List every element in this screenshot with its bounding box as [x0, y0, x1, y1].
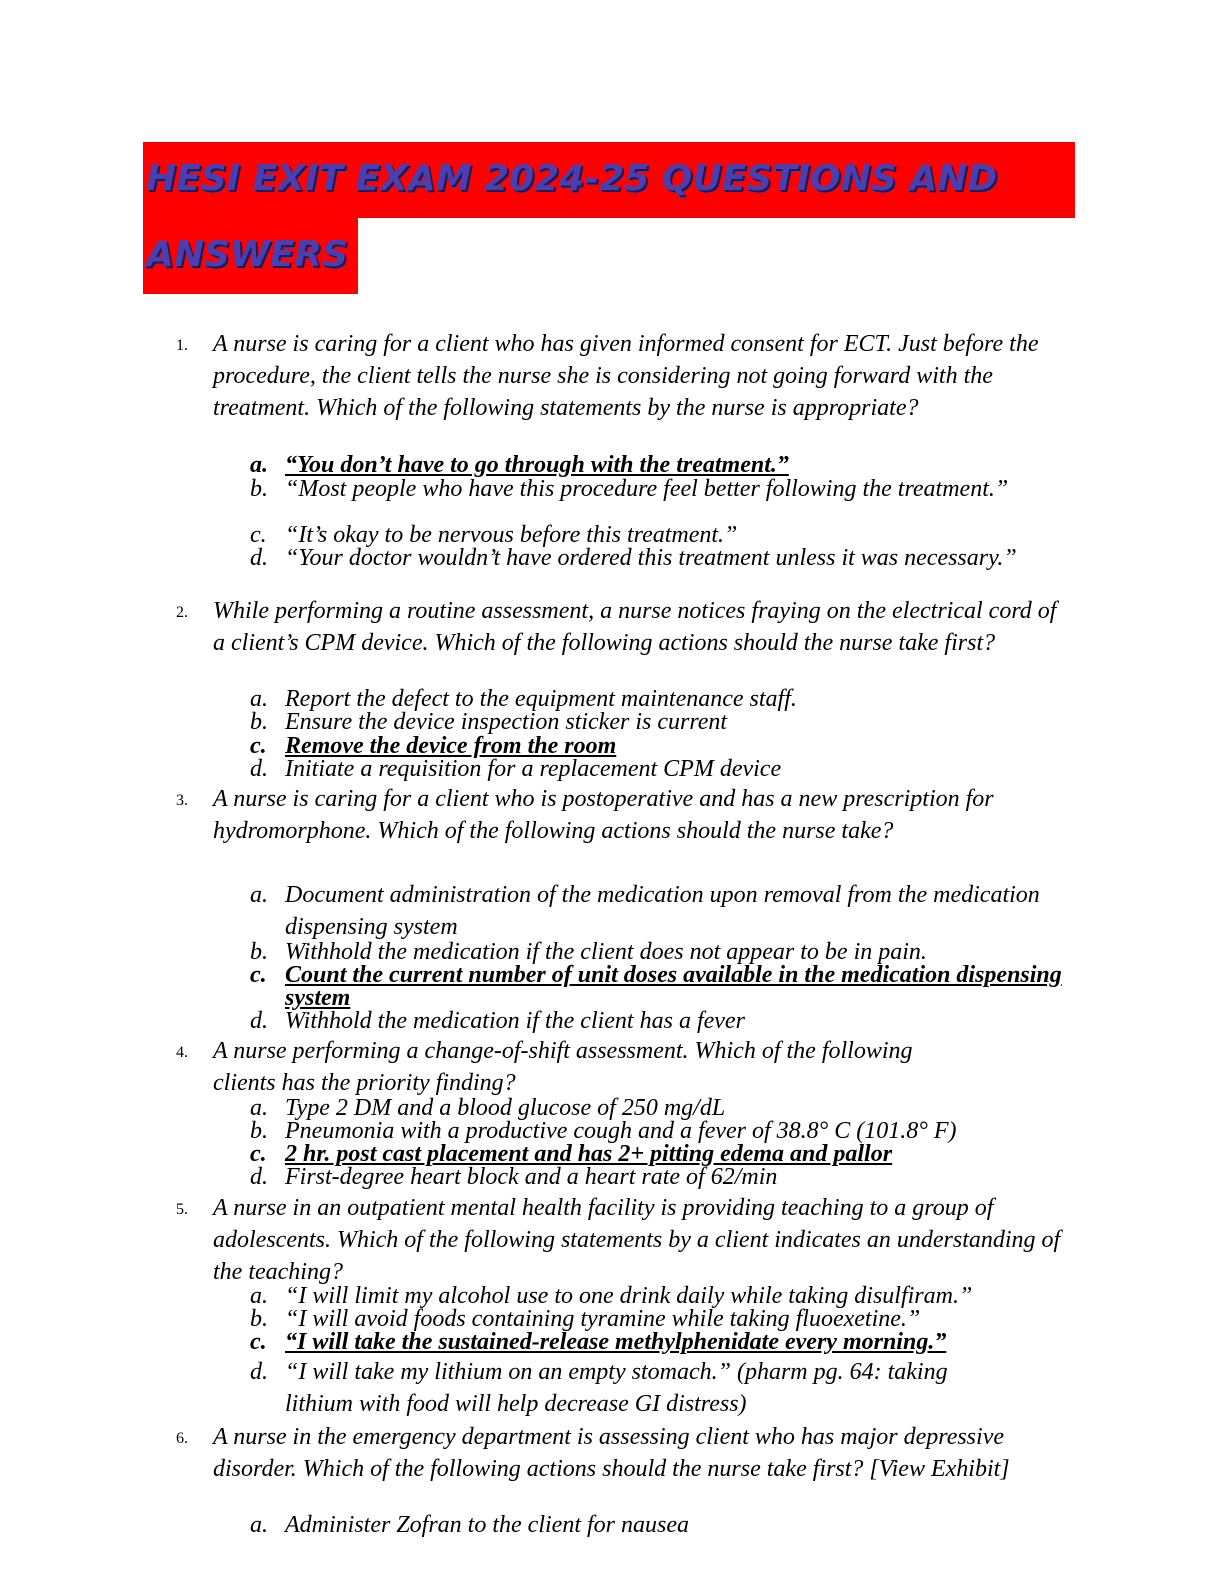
question-text: A nurse in an outpatient mental health facility is providing teaching to a group of adolescents. Which of the following statements by a client indicates an understanding of the teaching?: [213, 1195, 1061, 1285]
option-text: Type 2 DM and a blood glucose of 250 mg/dL: [285, 1095, 726, 1121]
option-letter: d.: [250, 545, 268, 571]
question-number: 5.: [176, 1201, 188, 1218]
question-text: A nurse is caring for a client who is postoperative and has a new prescription for hydromorphone. Which of the following actions should the nurse take?: [213, 786, 994, 844]
option-letter: b.: [250, 709, 268, 735]
option-letter: a.: [250, 1095, 268, 1121]
option-letter: b.: [250, 1118, 268, 1144]
question-number: 1.: [176, 337, 188, 354]
option-text: “Your doctor wouldn’t have ordered this treatment unless it was necessary.”: [285, 545, 1017, 571]
question-number: 3.: [176, 792, 188, 809]
option-letter: d.: [250, 756, 268, 782]
option-text: Pneumonia with a productive cough and a fever of 38.8° C (101.8° F): [285, 1118, 957, 1144]
option-letter: a.: [250, 882, 268, 908]
question-text: A nurse performing a change-of-shift assessment. Which of the following clients has the priority finding?: [213, 1038, 913, 1096]
option-text-correct: “You don’t have to go through with the treatment.”: [285, 452, 789, 478]
option-text: Document administration of the medication upon removal from the medication dispensing system: [285, 882, 1040, 940]
option-text-correct: Count the current number of unit doses available in the medication dispensing system: [285, 962, 1062, 1011]
option-letter: a.: [250, 686, 268, 712]
option-text: First-degree heart block and a heart rate of 62/min: [285, 1164, 778, 1190]
option-text: “I will take my lithium on an empty stomach.” (pharm pg. 64: taking lithium with food will help decrease GI distress): [285, 1359, 948, 1417]
option-letter: c.: [250, 522, 267, 548]
option-text: Report the defect to the equipment maintenance staff.: [285, 686, 797, 712]
option-letter: c.: [250, 1141, 267, 1167]
option-letter: d.: [250, 1164, 268, 1190]
question-number: 4.: [176, 1044, 188, 1061]
option-letter: b.: [250, 939, 268, 965]
option-letter: c.: [250, 1329, 267, 1355]
question-number: 2.: [176, 604, 188, 621]
option-letter: a.: [250, 1283, 268, 1309]
option-letter: c.: [250, 733, 267, 759]
option-text: Withhold the medication if the client does not appear to be in pain.: [285, 939, 927, 965]
option-text: “It’s okay to be nervous before this treatment.”: [285, 522, 738, 548]
option-text-correct: 2 hr. post cast placement and has 2+ pitting edema and pallor: [285, 1141, 893, 1167]
option-text: “I will avoid foods containing tyramine while taking fluoexetine.”: [285, 1306, 921, 1332]
option-letter: b.: [250, 476, 268, 502]
question-text: A nurse in the emergency department is assessing client who has major depressive disorder. Which of the following actions should the nurse take first? [View Exhibit]: [213, 1424, 1010, 1482]
option-text: “I will limit my alcohol use to one drink daily while taking disulfiram.”: [285, 1283, 973, 1309]
question-text: While performing a routine assessment, a nurse notices fraying on the electrical cord of a client’s CPM device. Which of the following actions should the nurse take first?: [213, 598, 1057, 656]
option-letter: a.: [250, 452, 268, 478]
option-text: Initiate a requisition for a replacement CPM device: [285, 756, 782, 782]
option-text: “Most people who have this procedure feel better following the treatment.”: [285, 476, 1009, 502]
document-title-continued: ANSWERS: [146, 234, 348, 275]
document-title: HESI EXIT EXAM 2024-25 QUESTIONS AND: [146, 158, 998, 199]
option-letter: d.: [250, 1008, 268, 1034]
option-text: Administer Zofran to the client for nausea: [285, 1512, 689, 1538]
question-number: 6.: [176, 1430, 188, 1447]
option-text: Withhold the medication if the client has a fever: [285, 1008, 745, 1034]
option-text: Ensure the device inspection sticker is current: [285, 709, 728, 735]
option-letter: b.: [250, 1306, 268, 1332]
option-letter: a.: [250, 1512, 268, 1538]
option-letter: d.: [250, 1359, 268, 1385]
option-text-correct: “I will take the sustained-release methylphenidate every morning.”: [285, 1329, 947, 1355]
option-text-correct: Remove the device from the room: [285, 733, 617, 759]
question-text: A nurse is caring for a client who has given informed consent for ECT. Just before the procedure, the client tells the nurse she is considering not going forward with the treatment. Which of the following statements by the nurse is appropriate?: [213, 331, 1039, 421]
option-letter: c.: [250, 962, 267, 988]
